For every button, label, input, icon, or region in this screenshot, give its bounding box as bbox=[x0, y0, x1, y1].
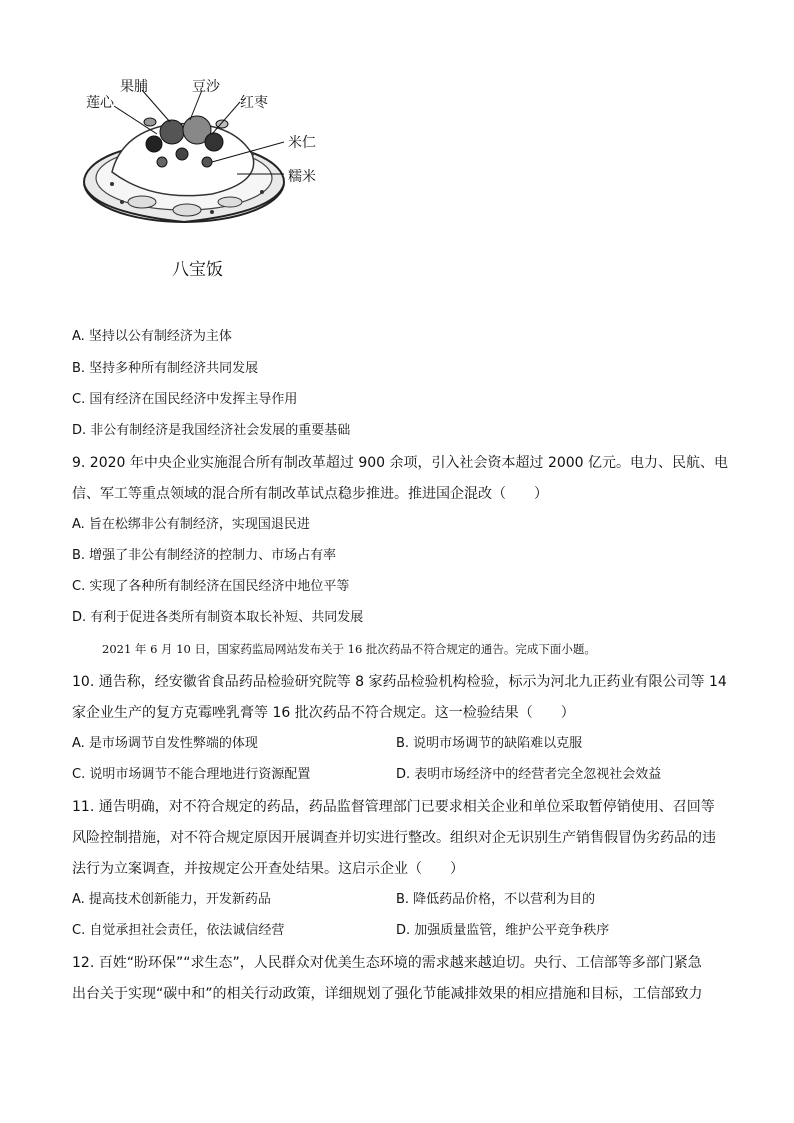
q11-option-c: C. 自觉承担社会责任，依法诚信经营 bbox=[72, 923, 285, 938]
q8-option-d: D. 非公有制经济是我国经济社会发展的重要基础 bbox=[72, 423, 351, 438]
q10-stem-line2: 家企业生产的复方克霉唑乳膏等 16 批次药品不符合规定。这一检验结果（ ） bbox=[72, 705, 575, 721]
q9-option-a: A. 旨在松绑非公有制经济，实现国退民进 bbox=[72, 517, 310, 532]
q11-stem-line1: 11. 通告明确，对不符合规定的药品，药品监督管理部门已要求相关企业和单位采取暂停销使用、召回等 bbox=[72, 799, 715, 815]
q9-stem-line1: 9. 2020 年中央企业实施混合所有制改革超过 900 余项，引入社会资本超过 2000 亿元。电力、民航、电 bbox=[72, 455, 729, 471]
label-nuomi: 糯米 bbox=[288, 169, 316, 185]
babaofan-figure bbox=[62, 62, 342, 280]
q12-stem-line1: 12. 百姓“盼环保”“求生态”，人民群众对优美生态环境的需求越来越迫切。央行、工信部等多部门紧急 bbox=[72, 955, 702, 971]
label-miren: 米仁 bbox=[288, 135, 316, 151]
label-hongzao: 红枣 bbox=[240, 95, 268, 111]
q9-option-b: B. 增强了非公有制经济的控制力、市场占有率 bbox=[72, 548, 337, 563]
q10-option-d: D. 表明市场经济中的经营者完全忽视社会效益 bbox=[396, 767, 662, 782]
q11-stem-line2: 风险控制措施，对不符合规定原因开展调查并切实进行整改。组织对企无识别生产销售假冒伪劣药品的违 bbox=[72, 830, 716, 846]
label-lianxin: 莲心 bbox=[86, 95, 114, 111]
q10-option-b: B. 说明市场调节的缺陷难以克服 bbox=[396, 736, 583, 751]
material-text: 2021 年 6 月 10 日，国家药监局网站发布关于 16 批次药品不符合规定的通告。完成下面小题。 bbox=[102, 642, 596, 656]
q9-option-c: C. 实现了各种所有制经济在国民经济中地位平等 bbox=[72, 579, 350, 594]
q8-option-c: C. 国有经济在国民经济中发挥主导作用 bbox=[72, 392, 298, 407]
q12-stem-line2: 出台关于实现“碳中和”的相关行动政策，详细规划了强化节能减排效果的相应措施和目标，工信部致力 bbox=[72, 986, 703, 1002]
q10-stem-line1: 10. 通告称，经安徽省食品药品检验研究院等 8 家药品检验机构检验，标示为河北九正药业有限公司等 14 bbox=[72, 674, 727, 690]
q11-option-a: A. 提高技术创新能力，开发新药品 bbox=[72, 892, 271, 907]
q8-option-b: B. 坚持多种所有制经济共同发展 bbox=[72, 361, 259, 376]
label-guofu: 果脯 bbox=[120, 79, 148, 95]
q10-option-a: A. 是市场调节自发性弊端的体现 bbox=[72, 736, 258, 751]
figure-caption: 八宝饭 bbox=[172, 260, 223, 280]
q11-option-b: B. 降低药品价格，不以营利为目的 bbox=[396, 892, 596, 907]
q9-stem-line2: 信、军工等重点领域的混合所有制改革试点稳步推进。推进国企混改（ ） bbox=[72, 486, 548, 502]
q11-option-d: D. 加强质量监管，维护公平竞争秩序 bbox=[396, 923, 610, 938]
q10-option-c: C. 说明市场调节不能合理地进行资源配置 bbox=[72, 767, 311, 782]
q11-stem-line3: 法行为立案调查，并按规定公开查处结果。这启示企业（ ） bbox=[72, 861, 464, 877]
q8-option-a: A. 坚持以公有制经济为主体 bbox=[72, 329, 232, 344]
label-dousha: 豆沙 bbox=[192, 79, 220, 95]
q9-option-d: D. 有利于促进各类所有制资本取长补短、共同发展 bbox=[72, 610, 364, 625]
